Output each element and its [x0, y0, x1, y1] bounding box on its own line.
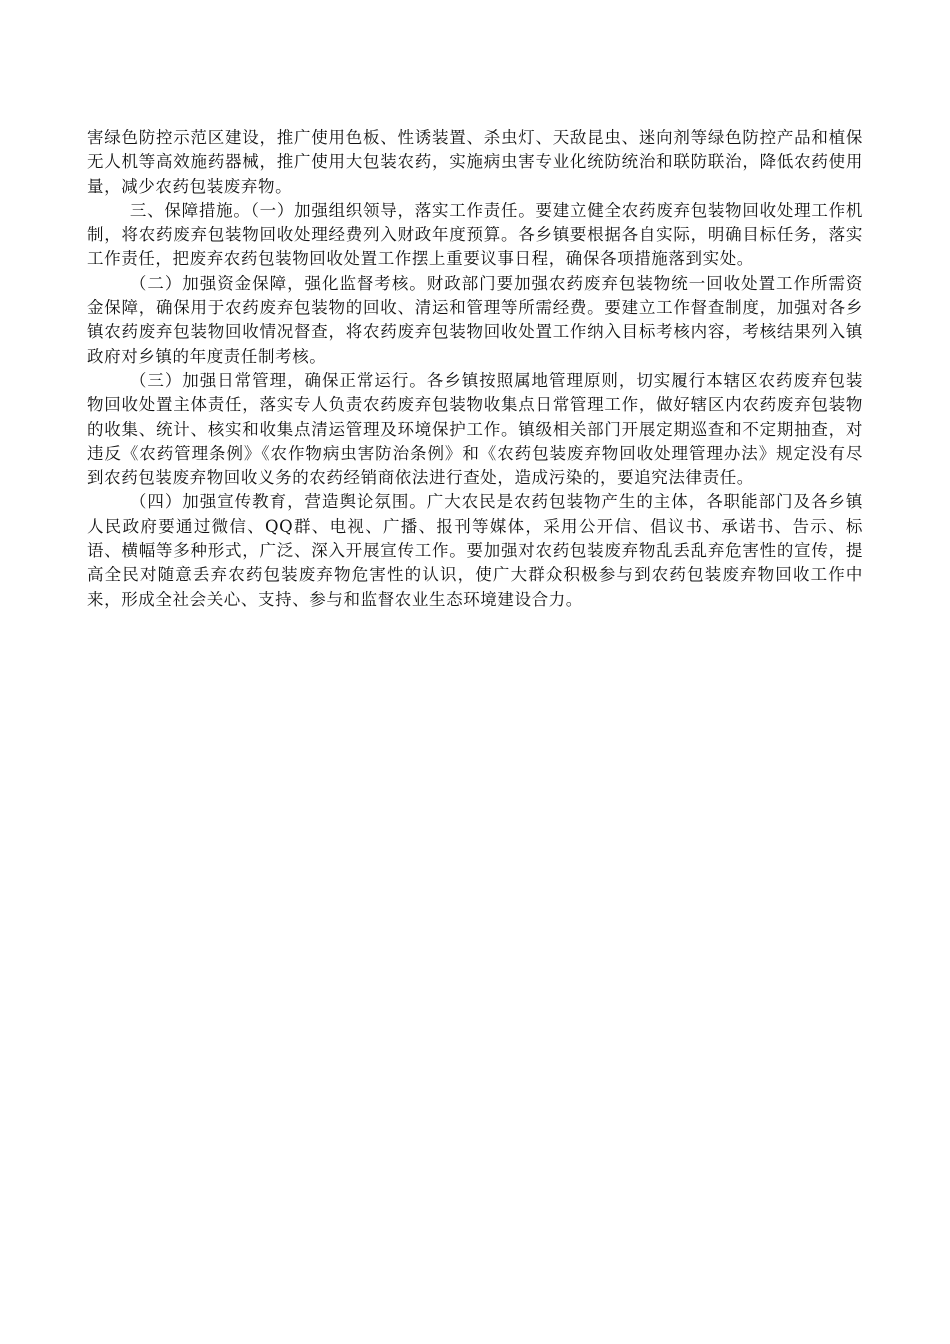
paragraph-publicity-education: （四）加强宣传教育，营造舆论氛围。广大农民是农药包装物产生的主体，各职能部门及各乡镇人民政府要通过微信、QQ群、电视、广播、报刊等媒体，采用公开信、倡议书、承诺书、告示、标语、横幅等多种形式，广泛、深入开展宣传工作。要加强对农药包装废弃物乱丢乱弃危害性的宣传，提高全民对随意丢弃农药包装废弃物危害性的认识，使广大群众积极参与到农药包装废弃物回收工作中来，形成全社会关心、支持、参与和监督农业生态环境建设合力。 — [87, 492, 863, 609]
paragraph-continuation: 害绿色防控示范区建设，推广使用色板、性诱装置、杀虫灯、天敌昆虫、迷向剂等绿色防控产品和植保无人机等高效施药器械，推广使用大包装农药，实施病虫害专业化统防统治和联防联治，降低农药使用量，减少农药包装废弃物。 — [87, 128, 863, 196]
paragraph-daily-management: （三）加强日常管理，确保正常运行。各乡镇按照属地管理原则，切实履行本辖区农药废弃包装物回收处置主体责任，落实专人负责农药废弃包装物收集点日常管理工作，做好辖区内农药废弃包装物的收集、统计、核实和收集点清运管理及环境保护工作。镇级相关部门开展定期巡查和不定期抽查，对违反《农药管理条例》《农作物病虫害防治条例》和《农药包装废弃物回收处理管理办法》规定没有尽到农药包装废弃物回收义务的农药经销商依法进行查处，造成污染的，要追究法律责任。 — [87, 370, 863, 488]
paragraph-funding-guarantee: （二）加强资金保障，强化监督考核。财政部门要加强农药废弃包装物统一回收处置工作所需资金保障，确保用于农药废弃包装物的回收、清运和管理等所需经费。要建立工作督查制度，加强对各乡镇农药废弃包装物回收情况督查，将农药废弃包装物回收处置工作纳入目标考核内容，考核结果列入镇政府对乡镇的年度责任制考核。 — [87, 273, 863, 366]
document-body — [87, 126, 863, 612]
paragraph-safeguard-measures: 三、保障措施。（一）加强组织领导，落实工作责任。要建立健全农药废弃包装物回收处理工作机制，将农药废弃包装物回收处理经费列入财政年度预算。各乡镇要根据各自实际，明确目标任务，落实工作责任，把废弃农药包装物回收处置工作摆上重要议事日程，确保各项措施落到实处。 — [87, 200, 863, 269]
